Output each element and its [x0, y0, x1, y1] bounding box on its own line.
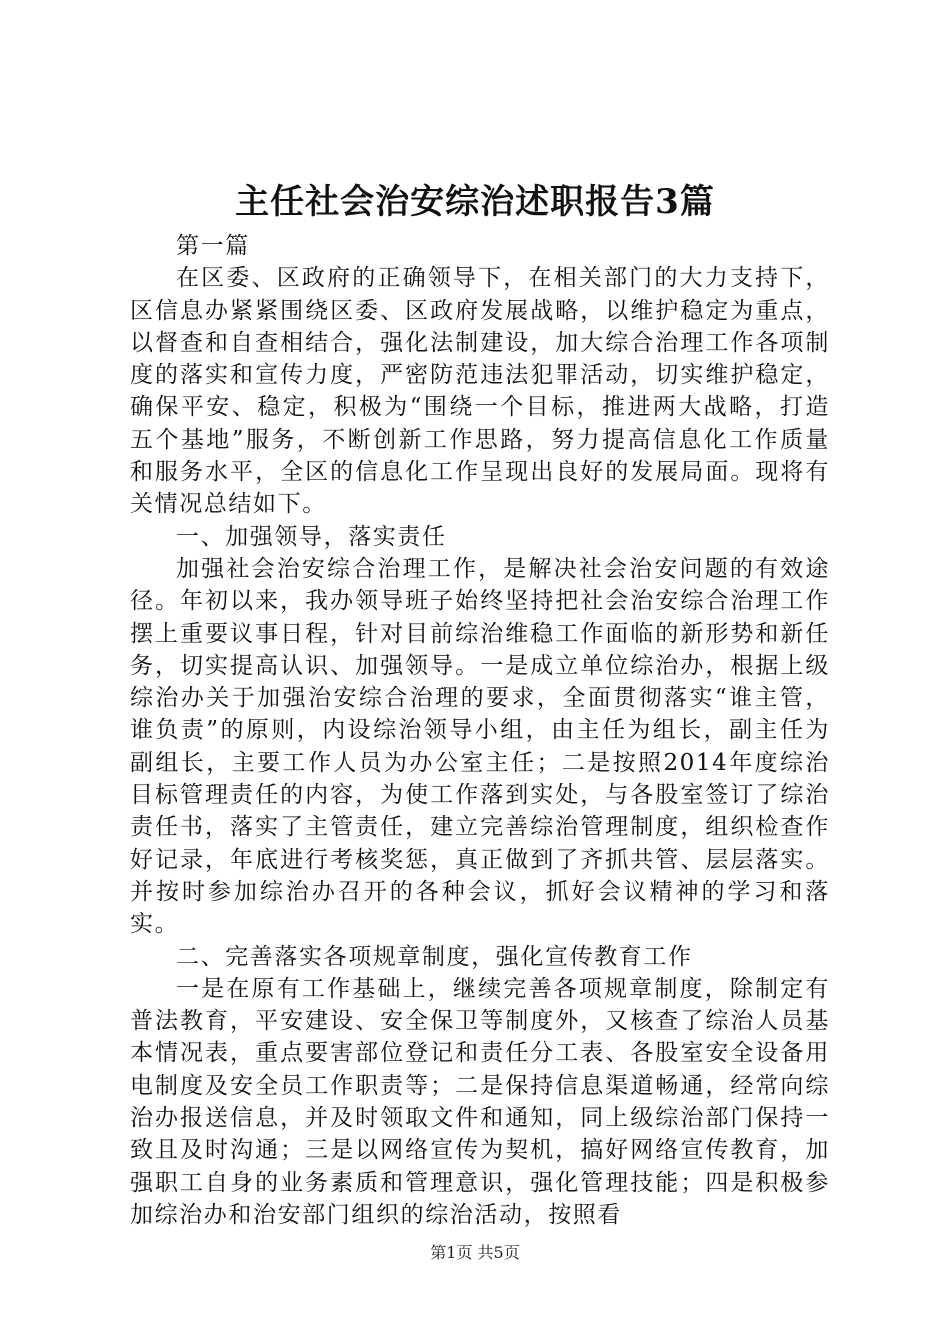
heading-section-1: 一、加强领导，落实责任: [176, 523, 447, 550]
page-footer: 第1页 共5页: [430, 1243, 520, 1262]
document-body: [130, 230, 830, 1231]
paragraph-section-1: 加强社会治安综合治理工作，是解决社会治安问题的有效途径。年初以来，我办领导班子始终坚持把社会治安综合治理工作摆上重要议事日程，针对目前综治维稳工作面临的新形势和新任务，切实提高认识、加强领导。一是成立单位综治办，根据上级综治办关于加强治安综合治理的要求，全面贯彻落实“谁主管，谁负责”的原则，内设综治领导小组，由主任为组长，副主任为副组长，主要工作人员为办公室主任；二是按照2014年度综治目标管理责任的内容，为使工作落到实处，与各股室签订了综治责任书，落实了主管责任，建立完善综治管理制度，组织检查作好记录，年底进行考核奖惩，真正做到了齐抓共管、层层落实。并按时参加综治办召开的各种会议，抓好会议精神的学习和落实。: [130, 555, 830, 938]
paragraph-intro: 在区委、区政府的正确领导下，在相关部门的大力支持下，区信息办紧紧围绕区委、区政府发展战略，以维护稳定为重点，以督查和自查相结合，强化法制建设，加大综合治理工作各项制度的落实和宣传力度，严密防范违法犯罪活动，切实维护稳定，确保平安、稳定，积极为“围绕一个目标，推进两大战略，打造五个基地”服务，不断创新工作思路，努力提高信息化工作质量和服务水平，全区的信息化工作呈现出良好的发展局面。现将有关情况总结如下。: [130, 265, 830, 518]
section-label: 第一篇: [176, 233, 250, 259]
paragraph-section-2: 一是在原有工作基础上，继续完善各项规章制度，除制定有普法教育，平安建设、安全保卫等制度外，又核查了综治人员基本情况表，重点要害部位登记和责任分工表、各股室安全设备用电制度及安全员工作职责等；二是保持信息渠道畅通，经常向综治办报送信息，并及时领取文件和通知，同上级综治部门保持一致且及时沟通；三是以网络宣传为契机，搞好网络宣传教育，加强职工自身的业务素质和管理意识，强化管理技能；四是积极参加综治办和治安部门组织的综治活动，按照看: [130, 975, 830, 1228]
document-title: 主任社会治安综治述职报告3篇: [235, 182, 715, 222]
heading-section-2: 二、完善落实各项规章制度，强化宣传教育工作: [176, 943, 693, 970]
